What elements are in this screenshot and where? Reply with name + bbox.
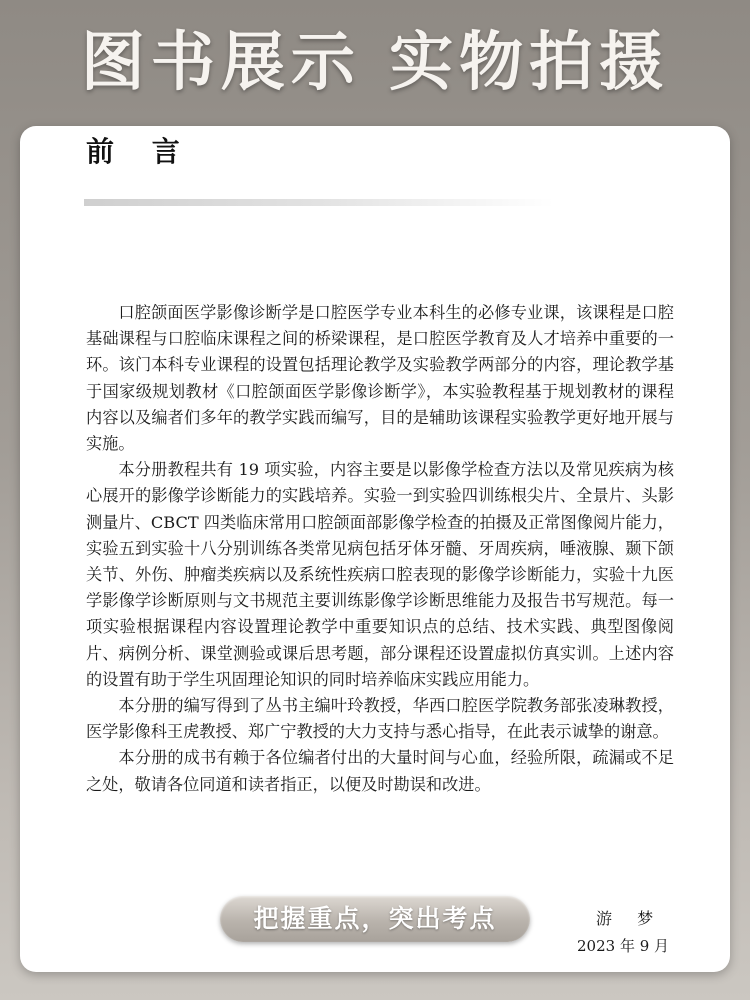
paragraph: 口腔颌面医学影像诊断学是口腔医学专业本科生的必修专业课，该课程是口腔基础课程与口腔临床课程之间的桥梁课程，是口腔医学教育及人才培养中重要的一环。该门本科专业课程的设置包括理论教学及实验教学两部分的内容，理论教学基于国家级规划教材《口腔颌面医学影像诊断学》，本实验教程基于规划教材的课程内容以及编者们多年的教学实践而编写，目的是辅助该课程实验教学更好地开展与实施。	[86, 303, 674, 454]
preface-heading: 前 言	[86, 135, 194, 168]
author-name: 游 梦	[596, 909, 664, 928]
paragraph: 本分册的编写得到了丛书主编叶玲教授，华西口腔医学院教务部张凌琳教授，医学影像科王虎教授、郑广宁教授的大力支持与悉心指导，在此表示诚挚的谢意。	[86, 696, 674, 742]
slogan-badge: 把握重点，突出考点	[220, 896, 530, 942]
heading-divider	[84, 199, 554, 206]
paragraph: 本分册教程共有 19 项实验，内容主要是以影像学检查方法以及常见疾病为核心展开的影像学诊断能力的实践培养。实验一到实验四训练根尖片、全景片、头影测量片、CBCT 四类临床常用口腔颌面部影像学检查的拍摄及正常图像阅片能力，实验五到实验十八分别训练各类常见病包括牙体牙髓、牙周疾病，唾液腺、颞下颌关节、外伤、肿瘤类疾病以及系统性疾病口腔表现的影像学诊断能力，实验十九医学影像学诊断原则与文书规范主要训练影像学诊断思维能力及报告书写规范。每一项实验根据课程内容设置理论教学中重要知识点的总结、技术实践、典型图像阅片、病例分析、课堂测验或课后思考题，部分课程还设置虚拟仿真实训。上述内容的设置有助于学生巩固理论知识的同时培养临床实践应用能力。	[86, 460, 674, 689]
preface-date: 2023 年 9 月	[577, 937, 670, 955]
paragraph: 本分册的成书有赖于各位编者付出的大量时间与心血，经验所限，疏漏或不足之处，敬请各位同道和读者指正，以便及时勘误和改进。	[86, 748, 674, 794]
preface-body	[86, 300, 674, 798]
banner-title: 图书展示 实物拍摄	[80, 26, 670, 100]
